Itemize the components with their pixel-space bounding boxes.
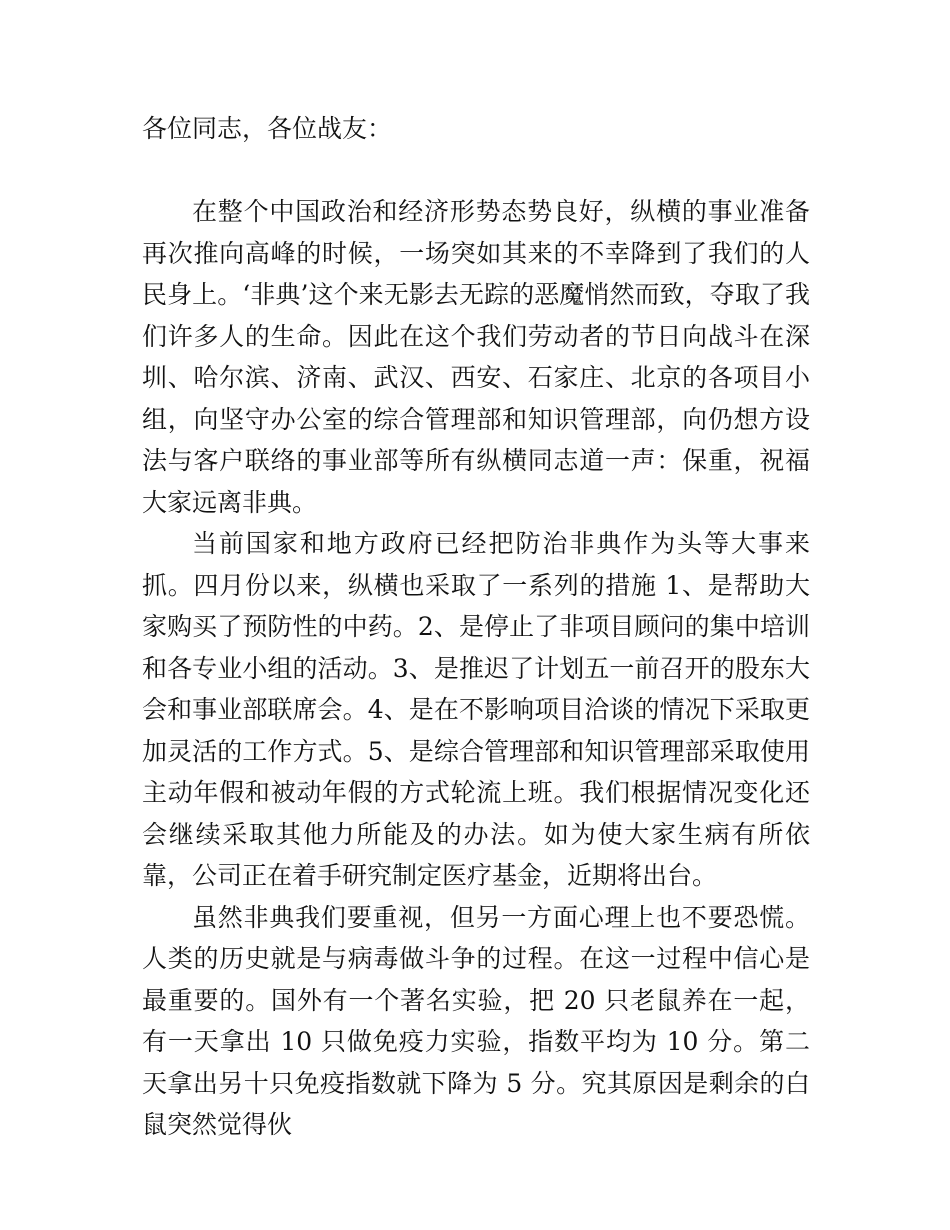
paragraph-sars-greeting: 在整个中国政治和经济形势态势良好，纵横的事业准备再次推向高峰的时候，一场突如其来的不幸降到了我们的人民身上。‘非典’这个来无影去无踪的恶魔悄然而致，夺取了我们许多人的生命。因此在这个我们劳动者的节日向战斗在深圳、哈尔滨、济南、武汉、西安、石家庄、北京的各项目小组，向坚守办公室的综合管理部和知识管理部，向仍想方设法与客户联络的事业部等所有纵横同志道一声：保重，祝福大家远离非典。 bbox=[142, 197, 810, 517]
letter-body bbox=[142, 191, 810, 1146]
paragraph-confidence: 虽然非典我们要重视，但另一方面心理上也不要恐慌。人类的历史就是与病毒做斗争的过程。在这一过程中信心是最重要的。国外有一个著名实验，把 20 只老鼠养在一起，有一天拿出 10 只做免疫力实验，指数平均为 10 分。第二天拿出另十只免疫指数就下降为 5 分。究其原因是剩余的白鼠突然觉得伙 bbox=[142, 902, 810, 1139]
salutation: 各位同志，各位战友： bbox=[142, 114, 393, 143]
paragraph-measures: 当前国家和地方政府已经把防治非典作为头等大事来抓。四月份以来，纵横也采取了一系列的措施 1、是帮助大家购买了预防性的中药。2、是停止了非项目顾问的集中培训和各专业小组的活动。3、是推迟了计划五一前召开的股东大会和事业部联席会。4、是在不影响项目洽谈的情况下采取更加灵活的工作方式。5、是综合管理部和知识管理部采取使用主动年假和被动年假的方式轮流上班。我们根据情况变化还会继续采取其他力所能及的办法。如为使大家生病有所依靠，公司正在着手研究制定医疗基金，近期将出台。 bbox=[142, 529, 810, 890]
